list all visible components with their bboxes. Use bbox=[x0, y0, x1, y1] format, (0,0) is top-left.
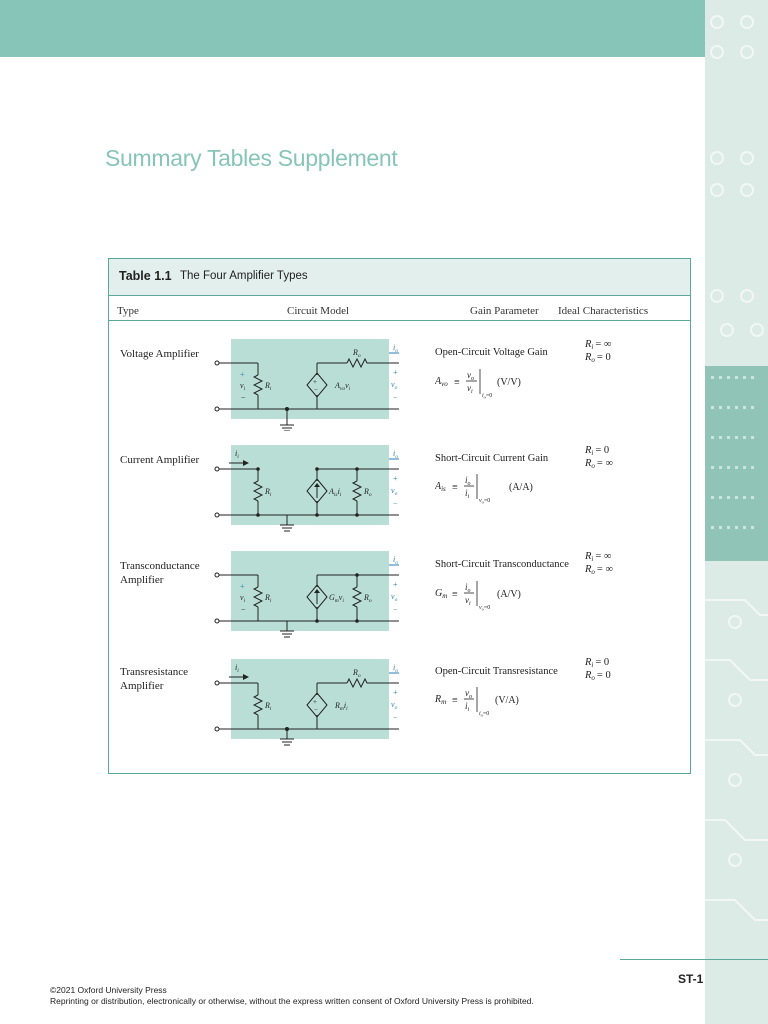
numerator: $i_o$ bbox=[465, 475, 471, 487]
ro-label: $R_o$ bbox=[364, 593, 372, 604]
transresistance-amplifier-circuit bbox=[207, 657, 399, 751]
gain-unit: (A/A) bbox=[509, 482, 533, 493]
header-ideal: Ideal Characteristics bbox=[558, 305, 649, 317]
gain-symbol: $R_m$ bbox=[435, 694, 447, 706]
output-current-label: $i_o$ bbox=[393, 555, 398, 566]
output-plus: + bbox=[393, 688, 398, 697]
header-type: Type bbox=[117, 305, 139, 317]
source-plus: + bbox=[313, 378, 317, 386]
denominator: $v_i$ bbox=[465, 595, 471, 607]
row-type-line: Voltage Amplifier bbox=[120, 348, 199, 360]
condition: $i_o=0$ bbox=[482, 393, 493, 400]
condition: $v_o=0$ bbox=[479, 498, 491, 505]
output-plus: + bbox=[393, 368, 398, 377]
output-voltage-label: $v_o$ bbox=[391, 592, 398, 603]
output-voltage-label: $v_o$ bbox=[391, 700, 398, 711]
ideal-characteristics bbox=[585, 443, 665, 469]
output-minus: − bbox=[393, 713, 398, 722]
ro-label: $R_o$ bbox=[353, 348, 361, 359]
source-label: $R_mi_i$ bbox=[335, 701, 348, 712]
input-current-label: $i_i$ bbox=[235, 663, 239, 674]
circuit-background bbox=[231, 659, 389, 739]
ideal-ri: Ri = ∞ bbox=[585, 551, 612, 563]
input-minus: − bbox=[241, 605, 246, 614]
gain-unit: (V/V) bbox=[497, 377, 521, 388]
ideal-characteristics bbox=[585, 549, 665, 575]
node-dot bbox=[256, 467, 260, 471]
source-minus: − bbox=[314, 386, 318, 394]
node-dot bbox=[315, 513, 319, 517]
input-minus: − bbox=[241, 393, 246, 402]
input-voltage-label: $v_i$ bbox=[240, 381, 246, 392]
source-label: $G_mv_i$ bbox=[329, 593, 344, 604]
gain-name: Short-Circuit Current Gain bbox=[435, 453, 549, 464]
ideal-ri: Ri = 0 bbox=[585, 445, 610, 457]
terminal-icon bbox=[215, 619, 219, 623]
terminal-icon bbox=[215, 573, 219, 577]
circuit-background bbox=[231, 551, 389, 631]
ideal-ro: Ro = 0 bbox=[585, 670, 611, 681]
ri-label: $R_i$ bbox=[265, 701, 272, 712]
input-current-label: $i_i$ bbox=[235, 449, 239, 460]
row-type-line: Transconductance bbox=[120, 560, 200, 572]
page-title: Summary Tables Supplement bbox=[105, 145, 398, 171]
source-plus: + bbox=[313, 698, 317, 706]
denominator: $v_i$ bbox=[467, 383, 473, 395]
gain-unit: (V/A) bbox=[495, 695, 519, 706]
row-type-line: Current Amplifier bbox=[120, 454, 200, 466]
terminal-icon bbox=[215, 727, 219, 731]
ideal-ro: Ro = ∞ bbox=[585, 458, 613, 469]
table-number: Table 1.1 bbox=[119, 269, 172, 283]
condition: $v_o=0$ bbox=[479, 605, 491, 612]
node-dot bbox=[355, 619, 359, 623]
node-dot bbox=[285, 727, 289, 731]
ideal-ro: Ro = ∞ bbox=[585, 564, 613, 575]
reprint-notice: Reprinting or distribution, electronically or otherwise, without the express written consent of Oxford University Press is prohibited. bbox=[50, 996, 534, 1006]
output-minus: − bbox=[393, 393, 398, 402]
denominator: $i_i$ bbox=[465, 488, 470, 500]
terminal-icon bbox=[215, 407, 219, 411]
equiv-sign: ≡ bbox=[452, 482, 458, 493]
node-dot bbox=[256, 513, 260, 517]
ideal-ro: Ro = 0 bbox=[585, 352, 611, 363]
side-decoration bbox=[705, 0, 768, 1024]
source-label: $A_{vo}v_i$ bbox=[335, 381, 351, 392]
node-dot bbox=[315, 619, 319, 623]
input-plus: + bbox=[240, 582, 245, 591]
row-type-line: Transresistance bbox=[120, 666, 189, 678]
equiv-sign: ≡ bbox=[454, 377, 460, 388]
output-minus: − bbox=[393, 499, 398, 508]
row-type-line: Amplifier bbox=[120, 574, 164, 586]
node-dot bbox=[285, 407, 289, 411]
ri-label: $R_i$ bbox=[265, 593, 272, 604]
amplifier-table bbox=[108, 258, 691, 774]
terminal-icon bbox=[215, 467, 219, 471]
output-current-label: $i_o$ bbox=[393, 663, 398, 674]
gain-formula bbox=[435, 579, 555, 613]
voltage-amplifier-circuit bbox=[207, 337, 399, 431]
output-current-label: $i_o$ bbox=[393, 449, 398, 460]
node-dot bbox=[355, 467, 359, 471]
numerator: $v_o$ bbox=[467, 370, 474, 382]
gain-symbol: $G_m$ bbox=[435, 588, 448, 600]
header-gain-parameter: Gain Parameter bbox=[470, 305, 539, 317]
node-dot bbox=[315, 467, 319, 471]
copyright: ©2021 Oxford University Press bbox=[50, 985, 167, 995]
ro-label: $R_o$ bbox=[353, 668, 361, 679]
output-plus: + bbox=[393, 580, 398, 589]
output-voltage-label: $v_o$ bbox=[391, 380, 398, 391]
header-circuit-model: Circuit Model bbox=[287, 305, 350, 317]
gain-name: Open-Circuit Voltage Gain bbox=[435, 347, 548, 358]
ro-label: $R_o$ bbox=[364, 487, 372, 498]
row-type bbox=[120, 453, 199, 467]
terminal-icon bbox=[215, 513, 219, 517]
numerator: $v_o$ bbox=[465, 688, 472, 700]
denominator: $i_i$ bbox=[465, 701, 470, 713]
gain-formula bbox=[435, 685, 555, 719]
numerator: $i_o$ bbox=[465, 582, 471, 594]
gain-unit: (A/V) bbox=[497, 589, 521, 600]
current-amplifier-circuit bbox=[207, 443, 399, 537]
ri-label: $R_i$ bbox=[265, 381, 272, 392]
ideal-characteristics bbox=[585, 337, 665, 363]
circuit-background bbox=[231, 445, 389, 525]
circuit-background bbox=[231, 339, 389, 419]
row-type-line: Amplifier bbox=[120, 680, 164, 692]
ideal-characteristics bbox=[585, 655, 665, 681]
equiv-sign: ≡ bbox=[452, 695, 458, 706]
page-number: ST-1 bbox=[678, 972, 704, 986]
folio-rule bbox=[620, 959, 768, 960]
source-label: $A_{is}i_i$ bbox=[329, 487, 342, 498]
input-plus: + bbox=[240, 370, 245, 379]
table-caption-text: The Four Amplifier Types bbox=[180, 270, 308, 282]
gain-formula bbox=[435, 472, 555, 506]
table-caption bbox=[109, 259, 690, 296]
equiv-sign: ≡ bbox=[452, 589, 458, 600]
condition: $i_o=0$ bbox=[479, 711, 490, 718]
output-plus: + bbox=[393, 474, 398, 483]
output-current-label: $i_o$ bbox=[393, 343, 398, 354]
node-dot bbox=[355, 513, 359, 517]
row-type bbox=[120, 559, 200, 587]
output-minus: − bbox=[393, 605, 398, 614]
ideal-ri: Ri = 0 bbox=[585, 657, 610, 669]
terminal-icon bbox=[215, 361, 219, 365]
gain-name: Open-Circuit Transresistance bbox=[435, 666, 558, 677]
side-highlight-block bbox=[705, 366, 768, 561]
gain-formula bbox=[435, 367, 555, 401]
pcb-dots bbox=[705, 366, 768, 561]
gain-symbol: $A_{is}$ bbox=[435, 481, 446, 493]
row-type bbox=[120, 347, 199, 361]
gain-symbol: $A_{vo}$ bbox=[435, 376, 448, 388]
node-dot bbox=[355, 573, 359, 577]
ideal-ri: Ri = ∞ bbox=[585, 339, 612, 351]
row-type bbox=[120, 665, 188, 693]
transconductance-amplifier-circuit bbox=[207, 549, 399, 643]
output-voltage-label: $v_o$ bbox=[391, 486, 398, 497]
ri-label: $R_i$ bbox=[265, 487, 272, 498]
gain-name: Short-Circuit Transconductance bbox=[435, 559, 569, 570]
header-band bbox=[0, 0, 705, 57]
input-voltage-label: $v_i$ bbox=[240, 593, 246, 604]
terminal-icon bbox=[215, 681, 219, 685]
source-minus: − bbox=[314, 706, 318, 714]
header-rule bbox=[109, 320, 690, 321]
